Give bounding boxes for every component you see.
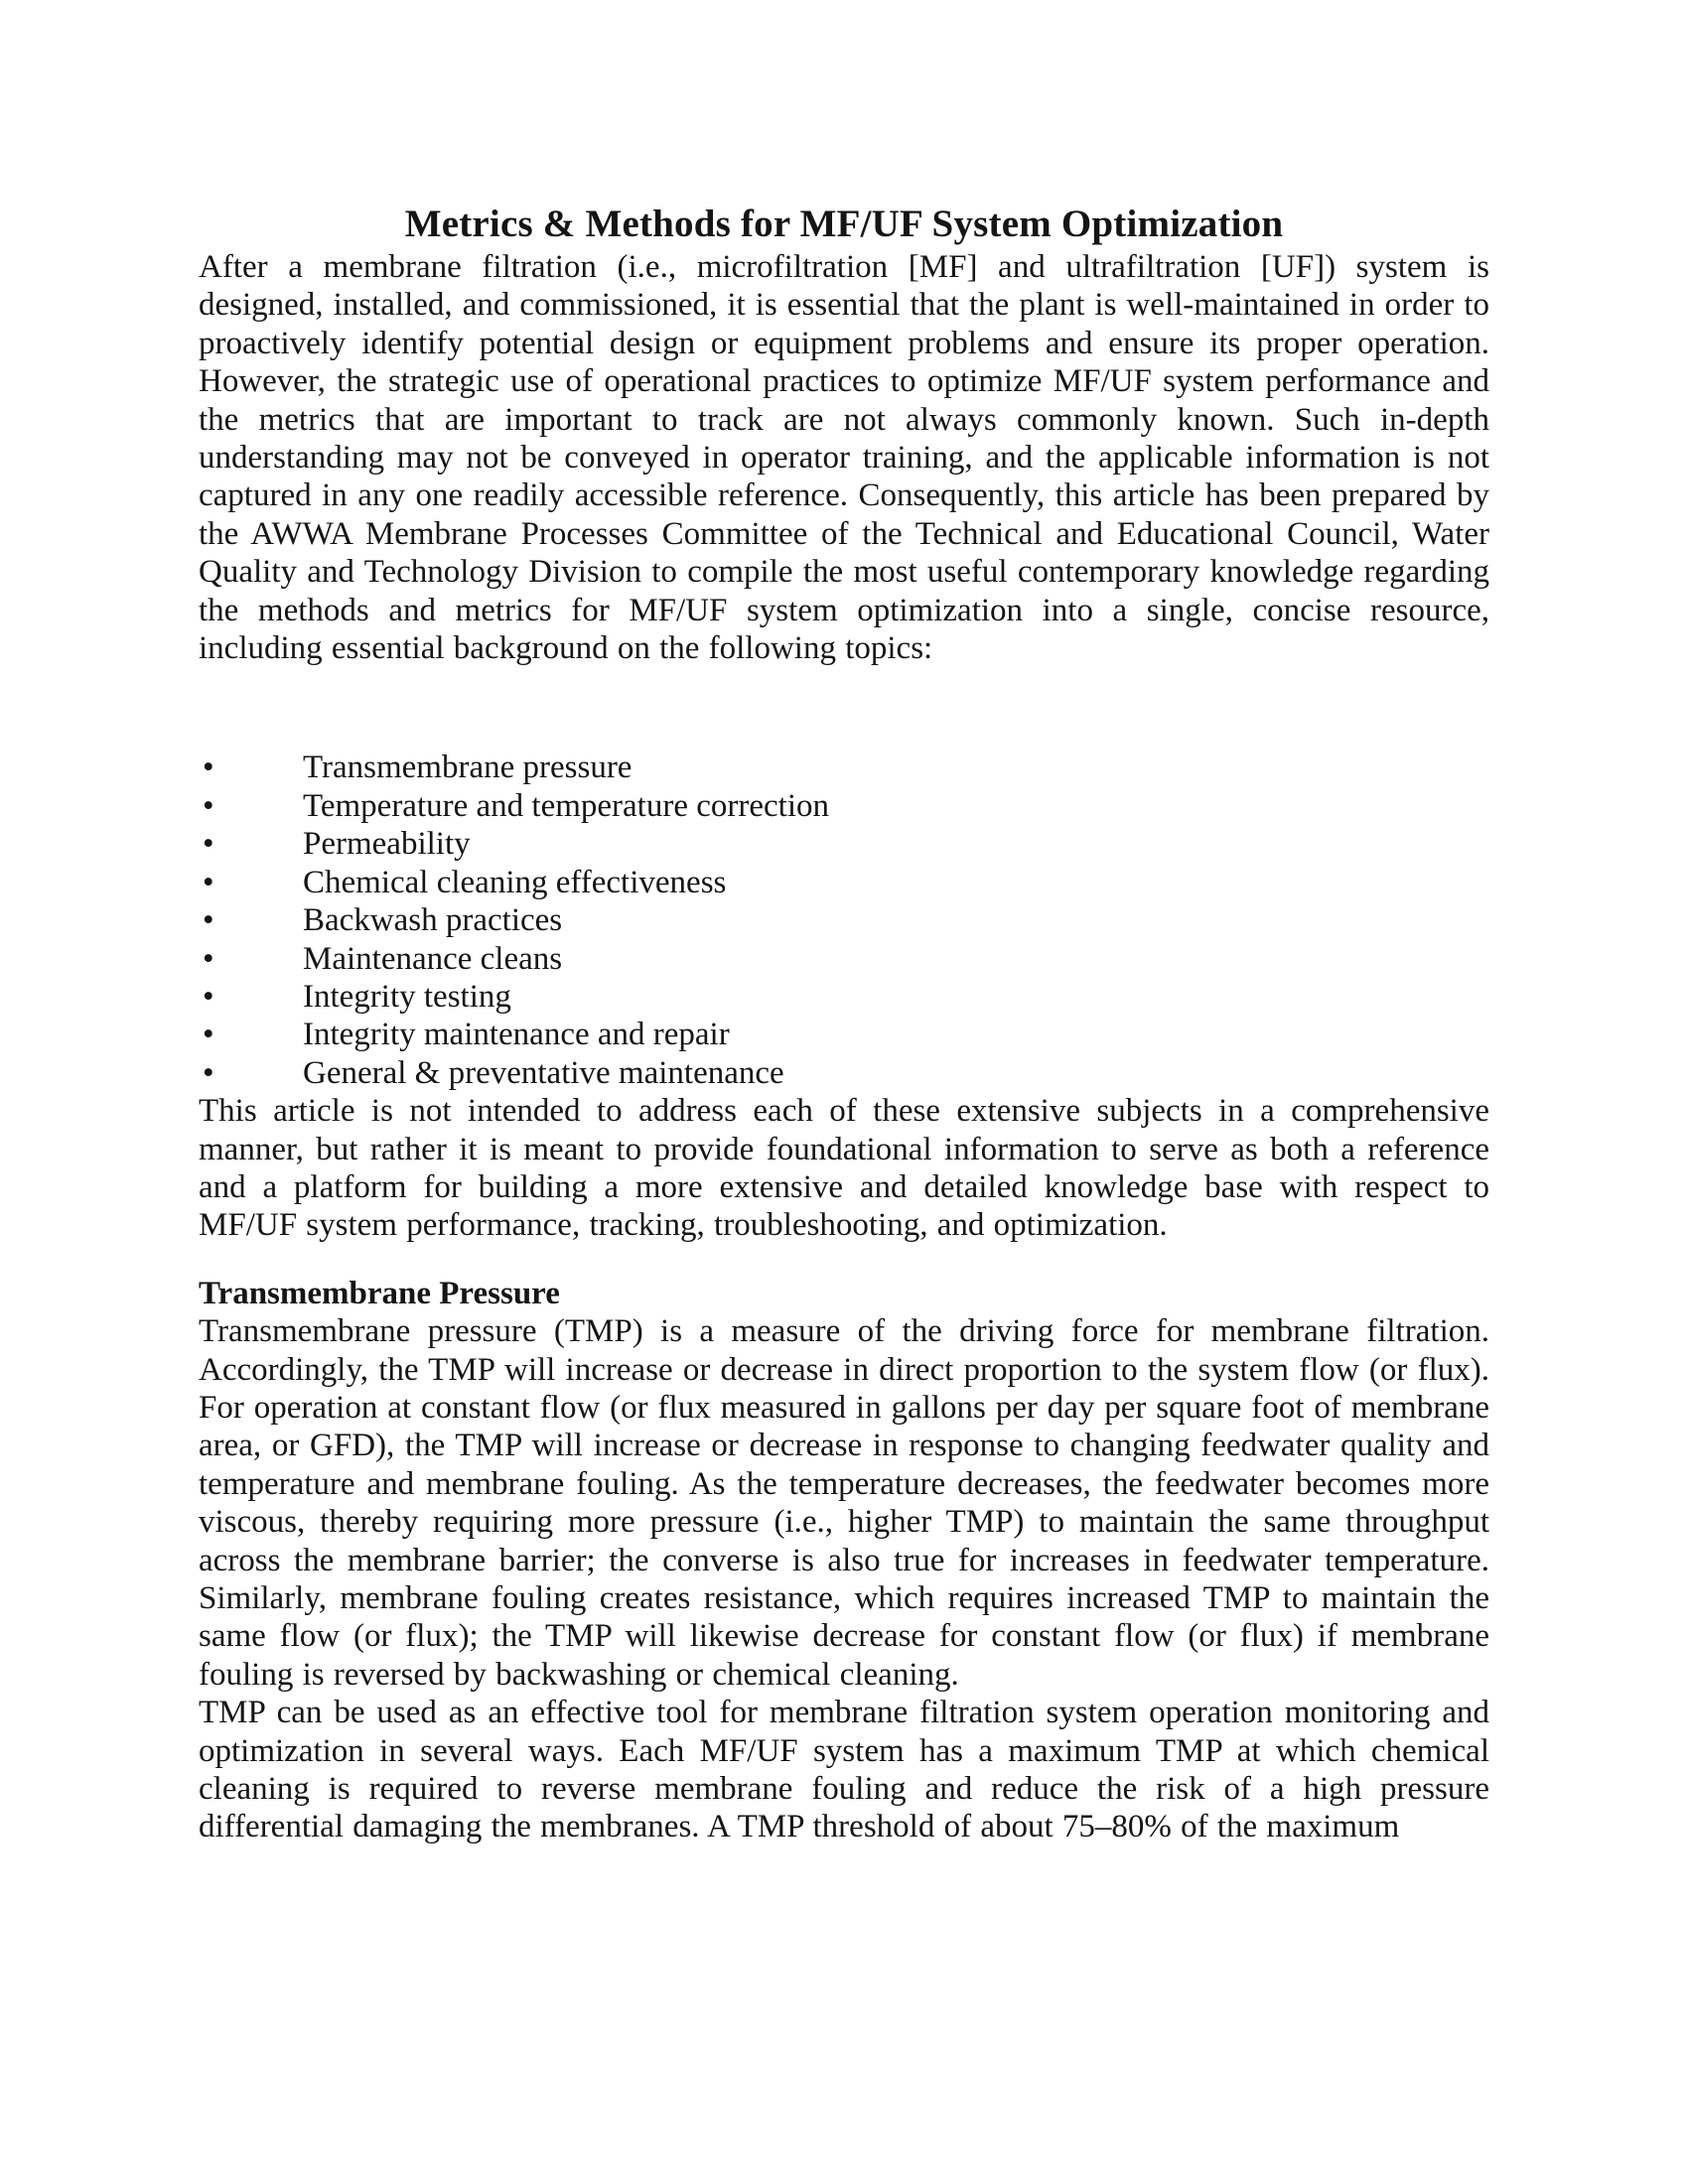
list-item xyxy=(199,825,1489,863)
bullet-icon: • xyxy=(203,940,214,977)
list-item xyxy=(199,940,1489,978)
bullet-icon: • xyxy=(203,750,214,786)
list-item-label: General & preventative maintenance xyxy=(303,1054,784,1091)
bullet-icon: • xyxy=(203,1017,214,1053)
list-item-label: Transmembrane pressure xyxy=(303,750,633,786)
bullet-icon: • xyxy=(203,1054,214,1091)
list-item xyxy=(199,901,1489,939)
list-item-label: Maintenance cleans xyxy=(303,940,563,977)
list-item-label: Chemical cleaning effectiveness xyxy=(303,864,727,900)
list-item xyxy=(199,1054,1489,1092)
bullet-icon: • xyxy=(203,902,214,939)
list-item-label: Temperature and temperature correction xyxy=(303,787,829,824)
bullet-icon: • xyxy=(203,864,214,900)
list-item xyxy=(199,864,1489,901)
paragraph-scope: This article is not intended to address each of these extensive subjects in a comprehensive manner, but rather it is meant to provide foundational information to serve as both a reference and a platform for building a more extensive and detailed knowledge base with respect to MF/UF system performance, tracking, troubleshooting, and optimization. xyxy=(199,1093,1489,1244)
paragraph-intro: After a membrane filtration (i.e., microfiltration [MF] and ultrafiltration [UF]) system is designed, installed, and commissioned, it is essential that the plant is well-maintained in order to proactively identify potential design or equipment problems and ensure its proper operation. However, the strategic use of operational practices to optimize MF/UF system performance and the metrics that are important to track are not always commonly known. Such in-depth understanding may not be conveyed in operator training, and the applicable information is not captured in any one readily accessible reference. Consequently, this article has been prepared by the AWWA Membrane Processes Committee of the Technical and Educational Council, Water Quality and Technology Division to compile the most useful contemporary knowledge regarding the methods and metrics for MF/UF system optimization into a single, concise resource, including essential background on the following topics: xyxy=(199,249,1489,667)
bullet-icon: • xyxy=(203,978,214,1015)
list-item xyxy=(199,978,1489,1016)
topics-list xyxy=(199,749,1489,1092)
section-heading-transmembrane-pressure: Transmembrane Pressure xyxy=(199,1275,560,1311)
document-title: Metrics & Methods for MF/UF System Optimization xyxy=(404,203,1284,245)
list-item-label: Backwash practices xyxy=(303,902,563,939)
list-item xyxy=(199,787,1489,825)
bullet-icon: • xyxy=(203,826,214,863)
paragraph-tmp-overview: Transmembrane pressure (TMP) is a measure of the driving force for membrane filtration. Accordingly, the TMP will increase or decrease in direct proportion to the system flow (or flux). For operation at constant flow (or flux measured in gallons per day per square foot of membrane area, or GFD), the TMP will increase or decrease in response to changing feedwater quality and temperature and membrane fouling. As the temperature decreases, the feedwater becomes more viscous, thereby requiring more pressure (i.e., higher TMP) to maintain the same throughput across the membrane barrier; the converse is also true for increases in feedwater temperature. Similarly, membrane fouling creates resistance, which requires increased TMP to maintain the same flow (or flux); the TMP will likewise decrease for constant flow (or flux) if membrane fouling is reversed by backwashing or chemical cleaning. xyxy=(199,1313,1489,1693)
list-item-label: Integrity testing xyxy=(303,978,511,1015)
paragraph-tmp-monitoring: TMP can be used as an effective tool for membrane filtration system operation monitoring and optimization in several ways. Each MF/UF system has a maximum TMP at which chemical cleaning is required to reverse membrane fouling and reduce the risk of a high pressure differential damaging the membranes. A TMP threshold of about 75–80% of the maximum xyxy=(199,1695,1489,1845)
bullet-icon: • xyxy=(203,787,214,824)
list-item-label: Integrity maintenance and repair xyxy=(303,1017,730,1053)
list-item-label: Permeability xyxy=(303,826,471,863)
list-item xyxy=(199,1016,1489,1053)
list-item xyxy=(199,749,1489,786)
